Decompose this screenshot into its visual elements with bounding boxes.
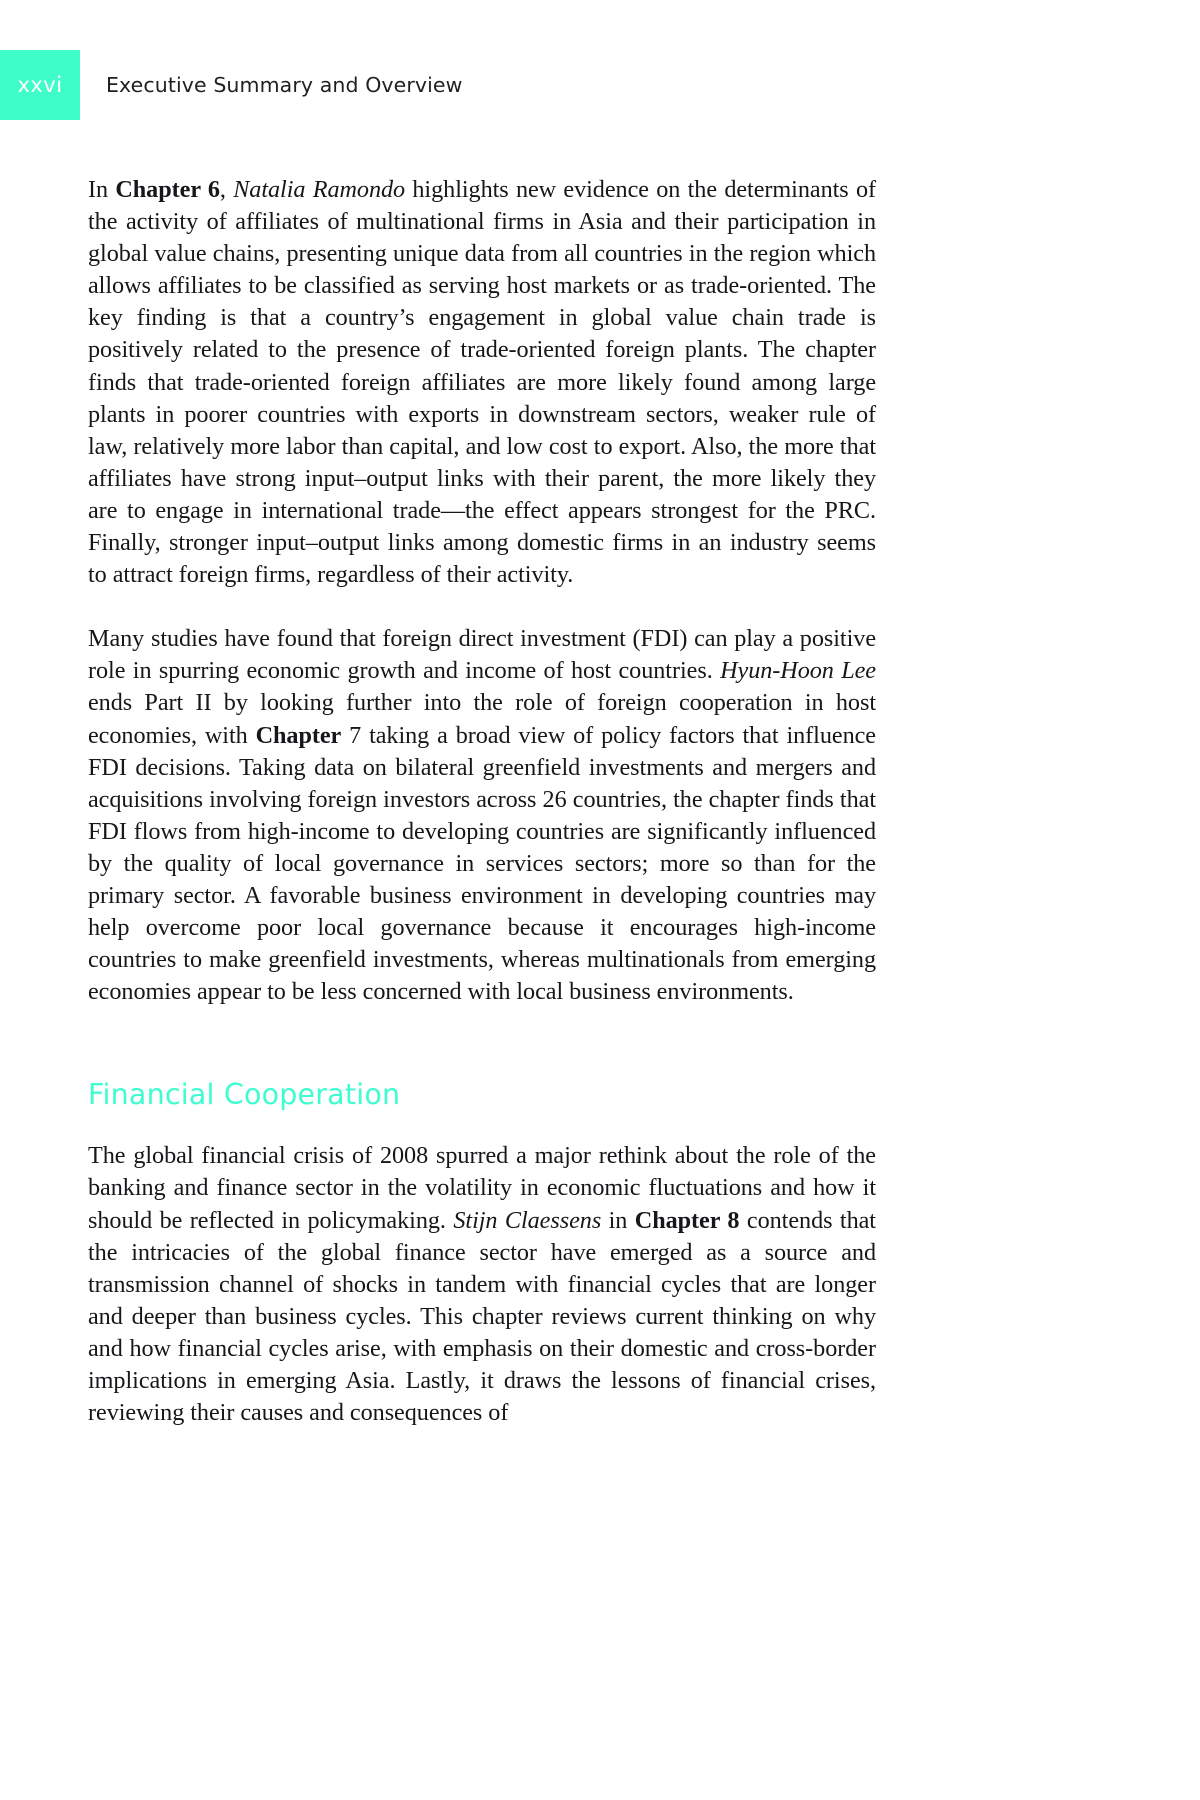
paragraph-chapter-8	[88, 1140, 876, 1429]
p3-seg1: The global financial crisis of 2008 spurred a major rethink about the role of the banking and finance sector in the volatility in economic fluctuations and how it should be reflected in policymaking.	[88, 1142, 876, 1234]
author-hyun-hoon-lee: Hyun-Hoon Lee	[720, 657, 876, 685]
spacer-after-heading	[88, 1112, 876, 1140]
author-natalia-ramondo: Natalia Ramondo	[233, 176, 406, 203]
p1-seg1: In	[88, 176, 116, 203]
author-stijn-claessens: Stijn Claessens	[453, 1206, 602, 1234]
paragraph-chapter-6	[88, 174, 876, 591]
p2-seg3: ends Part II by looking further into the role of foreign cooperation in host economies, with	[88, 689, 876, 749]
running-head	[0, 50, 463, 120]
running-head-title: Executive Summary and Overview	[106, 73, 463, 97]
p3-seg3: in	[601, 1206, 635, 1234]
paragraph-chapter-7	[88, 623, 876, 1008]
page-number: xxvi	[17, 72, 63, 97]
chapter-8-label: Chapter 8	[634, 1206, 740, 1234]
folio-block	[0, 50, 80, 120]
section-heading-financial-cooperation: Financial Cooperation	[88, 1078, 401, 1112]
p1-seg5: highlights new evidence on the determinants of the activity of affiliates of multinational firms in Asia and their participation in global value chains, presenting unique data from all countries in the region which allows affiliates to be classified as serving host markets or as trade-oriented. The key finding is that a country’s engagement in global value chain trade is positively related to the presence of trade-oriented foreign plants. The chapter finds that trade-oriented foreign affiliates are more likely found among large plants in poorer countries with exports in downstream sectors, weaker rule of law, relatively more labor than capital, and low cost to export. Also, the more that affiliates have strong input–output links with their parent, the more likely they are to engage in international trade—the effect appears strongest for the PRC. Finally, stronger input–output links among domestic firms in an industry seems to attract foreign firms, regardless of their activity.	[88, 176, 876, 589]
chapter-6-label: Chapter 6	[115, 176, 220, 203]
chapter-7-label: Chapter	[255, 721, 342, 749]
p2-seg5: 7 taking a broad view of policy factors that influence FDI decisions. Taking data on bilateral greenfield investments and mergers and acquisitions involving foreign investors across 26 countries, the chapter finds that FDI flows from high-income to developing countries are significantly influenced by the quality of local governance in services sectors; more so than for the primary sector. A favorable business environment in developing countries may help overcome poor local governance because it encourages high-income countries to make greenfield investments, whereas multinationals from emerging economies appear to be less concerned with local business environments.	[88, 721, 876, 1006]
p2-seg1: Many studies have found that foreign direct investment (FDI) can play a positive role in spurring economic growth and income of host countries.	[88, 625, 876, 685]
p1-seg3: ,	[219, 176, 234, 203]
text-column	[88, 174, 876, 1429]
spacer-before-heading	[88, 1008, 876, 1078]
p3-seg5: contends that the intricacies of the global finance sector have emerged as a source and transmission channel of shocks in tandem with financial cycles that are longer and deeper than business cycles. This chapter reviews current thinking on why and how financial cycles arise, with emphasis on their domestic and cross-border implications in emerging Asia. Lastly, it draws the lessons of financial crises, reviewing their causes and consequences of	[88, 1206, 876, 1427]
